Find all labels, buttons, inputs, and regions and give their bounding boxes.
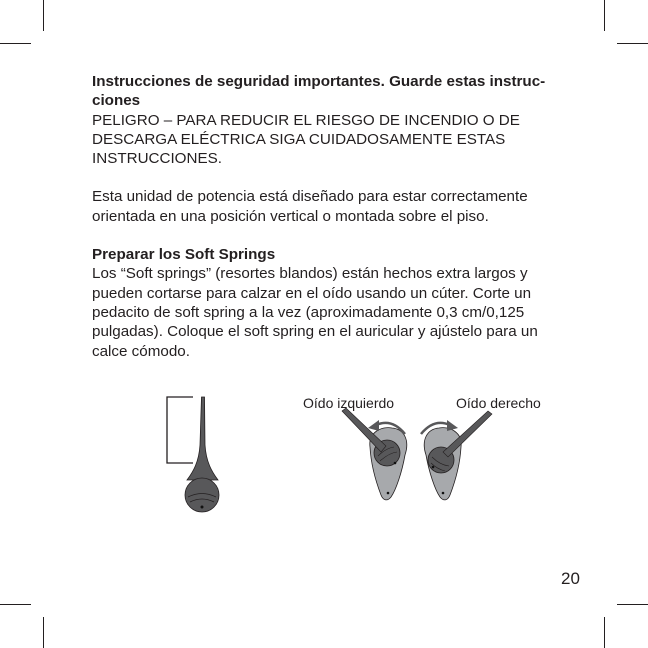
safety-heading-continued: ciones xyxy=(92,92,141,110)
soft-springs-line: pedacito de soft spring a la vez (aproximadamente 0,3 cm/0,125 xyxy=(92,303,525,321)
orientation-line: Esta unidad de potencia está diseñado para estar correctamente xyxy=(92,188,528,206)
soft-springs-line: pueden cortarse para calzar en el oído usando un cúter. Corte un xyxy=(92,284,532,302)
right-ear-label: Oído derecho xyxy=(456,395,541,411)
warning-line: DESCARGA ELÉCTRICA SIGA CUIDADOSAMENTE ESTAS xyxy=(92,130,506,148)
orientation-line: orientada en una posición vertical o montada sobre el piso. xyxy=(92,207,489,225)
safety-heading: Instrucciones de seguridad importantes. Guarde estas instruc- xyxy=(92,73,546,90)
warning-line: INSTRUCCIONES. xyxy=(92,150,222,168)
soft-springs-line: calce cómodo. xyxy=(92,342,190,360)
soft-springs-heading: Preparar los Soft Springs xyxy=(92,246,276,264)
soft-springs-line: Los “Soft springs” (resortes blandos) están hechos extra largos y xyxy=(92,265,528,283)
warning-line: PELIGRO – PARA REDUCIR EL RIESGO DE INCENDIO O DE xyxy=(92,111,520,129)
page-number: 20 xyxy=(561,569,580,588)
left-ear-label: Oído izquierdo xyxy=(303,395,395,411)
soft-springs-line: pulgadas). Coloque el soft spring en el auricular y ajústelo para un xyxy=(92,323,538,341)
